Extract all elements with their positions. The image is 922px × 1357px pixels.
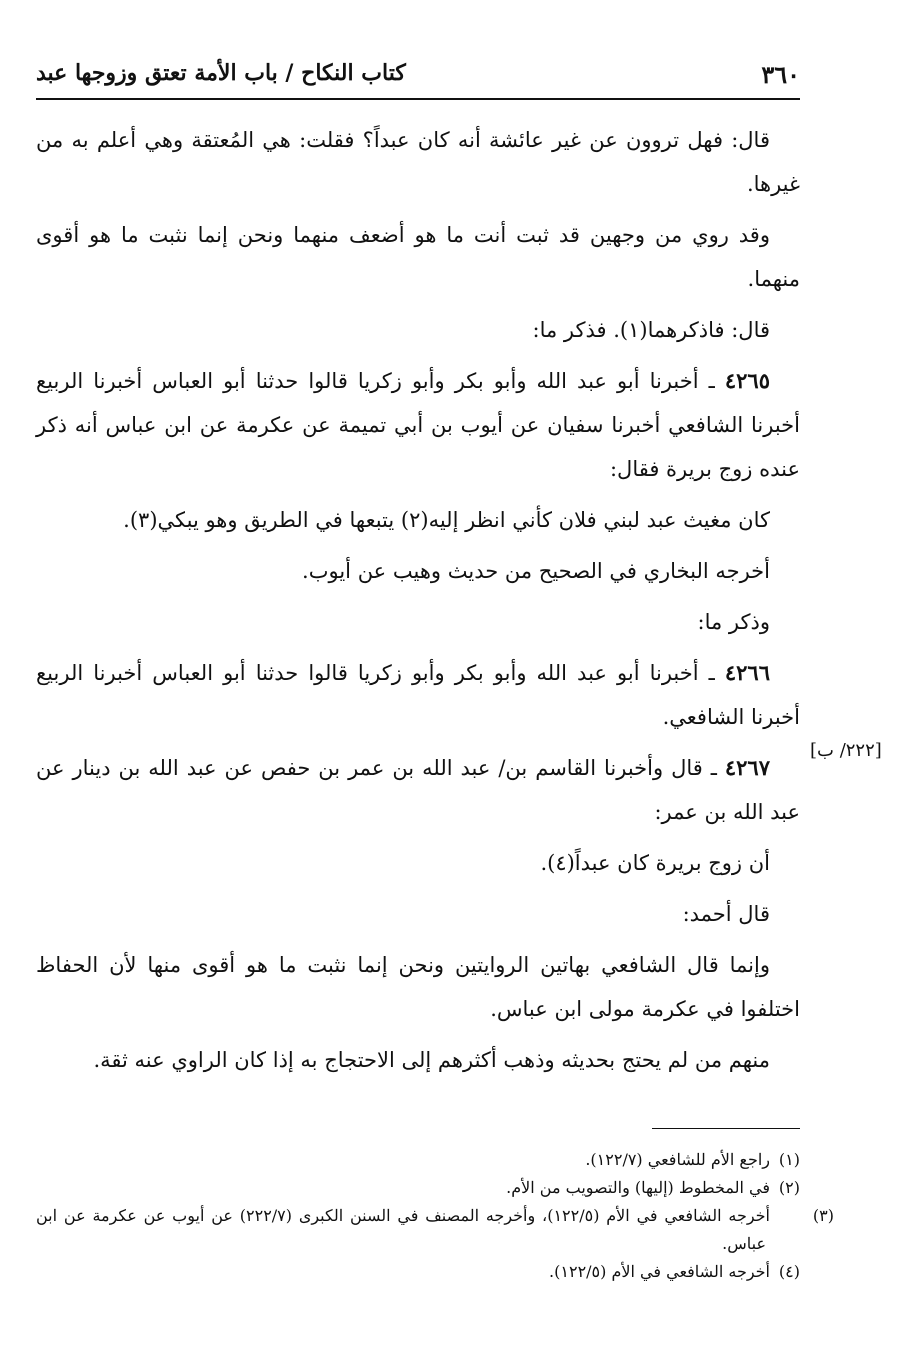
paragraph-text: وقد روي من وجهين قد ثبت أنت ما هو أضعف منهما ونحن إنما نثبت ما هو أقوى منهما. (36, 223, 800, 291)
footnote-number: (١) (778, 1150, 800, 1169)
paragraph-text: قال: فهل تروون عن غير عائشة أنه كان عبداً؟ فقلت: هي المُعتقة وهي أعلم به من غيرها. (36, 128, 800, 196)
footnote-number: (٣) (812, 1206, 834, 1225)
footnote-text: راجع الأم للشافعي (١٢٢/٧). (585, 1150, 770, 1169)
paragraph-text: قال أحمد: (682, 902, 770, 926)
hadith-entry (36, 359, 800, 491)
paragraph (36, 498, 800, 542)
footnote-number: (٤) (778, 1262, 800, 1281)
running-title: كتاب النكاح / باب الأمة تعتق وزوجها عبد (36, 60, 406, 86)
paragraph (36, 943, 800, 1031)
footnote-number: (٢) (778, 1178, 800, 1197)
footnotes (36, 1146, 834, 1286)
footnote-text: أخرجه الشافعي في الأم (١٢٢/٥)، وأخرجه المصنف في السنن الكبرى (٢٢٢/٧) عن أيوب عن عكرمة عن ابن عباس. (36, 1206, 770, 1253)
footnote (36, 1146, 800, 1174)
paragraph (36, 892, 800, 936)
paragraph-text: ـ أخبرنا أبو عبد الله وأبو بكر وأبو زكريا قالوا حدثنا أبو العباس أخبرنا الربيع أخبرنا الشافعي. (36, 661, 800, 729)
footnote-text: في المخطوط (إليها) والتصويب من الأم. (506, 1178, 770, 1197)
main-text (36, 118, 800, 1089)
paragraph-text: وإنما قال الشافعي بهاتين الروايتين ونحن إنما نثبت ما هو أقوى منها لأن الحفاظ اختلفوا في عكرمة مولى ابن عباس. (36, 953, 800, 1021)
hadith-number: ٤٢٦٧ (724, 755, 770, 780)
paragraph (36, 1038, 800, 1082)
footnote (36, 1258, 800, 1286)
hadith-number: ٤٢٦٥ (724, 368, 770, 393)
paragraph (36, 600, 800, 644)
manuscript-folio-note: [٢٢٢/ ب] (810, 740, 882, 761)
paragraph-text: أن زوج بريرة كان عبداً(٤). (540, 851, 770, 875)
page-header (36, 58, 800, 100)
hadith-entry (36, 651, 800, 739)
hadith-number: ٤٢٦٦ (724, 660, 770, 685)
paragraph (36, 549, 800, 593)
footnote-separator (652, 1128, 800, 1129)
paragraph-text: قال: فاذكرهما(١). فذكر ما: (532, 318, 770, 342)
footnote-text: أخرجه الشافعي في الأم (١٢٢/٥). (549, 1262, 770, 1281)
paragraph (36, 213, 800, 301)
paragraph-text: منهم من لم يحتج بحديثه وذهب أكثرهم إلى الاحتجاج به إذا كان الراوي عنه ثقة. (93, 1048, 770, 1072)
paragraph (36, 308, 800, 352)
paragraph-text: كان مغيث عبد لبني فلان كأني انظر إليه(٢) يتبعها في الطريق وهو يبكي(٣). (123, 508, 770, 532)
paragraph-text: ـ أخبرنا أبو عبد الله وأبو بكر وأبو زكريا قالوا حدثنا أبو العباس أخبرنا الربيع أخبرنا الشافعي أخبرنا سفيان عن أيوب بن أبي تميمة عن عكرمة عن ابن عباس أنه ذكر عنده زوج بريرة فقال: (36, 369, 800, 481)
hadith-entry (36, 746, 800, 834)
paragraph-text: ـ قال وأخبرنا القاسم بن/ عبد الله بن عمر بن حفص عن عبد الله بن دينار عن عبد الله بن عمر: (36, 756, 800, 824)
paragraph-text: أخرجه البخاري في الصحيح من حديث وهيب عن أيوب. (302, 559, 770, 583)
paragraph (36, 118, 800, 206)
page-number: ٣٦٠ (761, 60, 800, 89)
paragraph-text: وذكر ما: (697, 610, 770, 634)
footnote (36, 1202, 834, 1258)
paragraph (36, 841, 800, 885)
footnote (36, 1174, 800, 1202)
